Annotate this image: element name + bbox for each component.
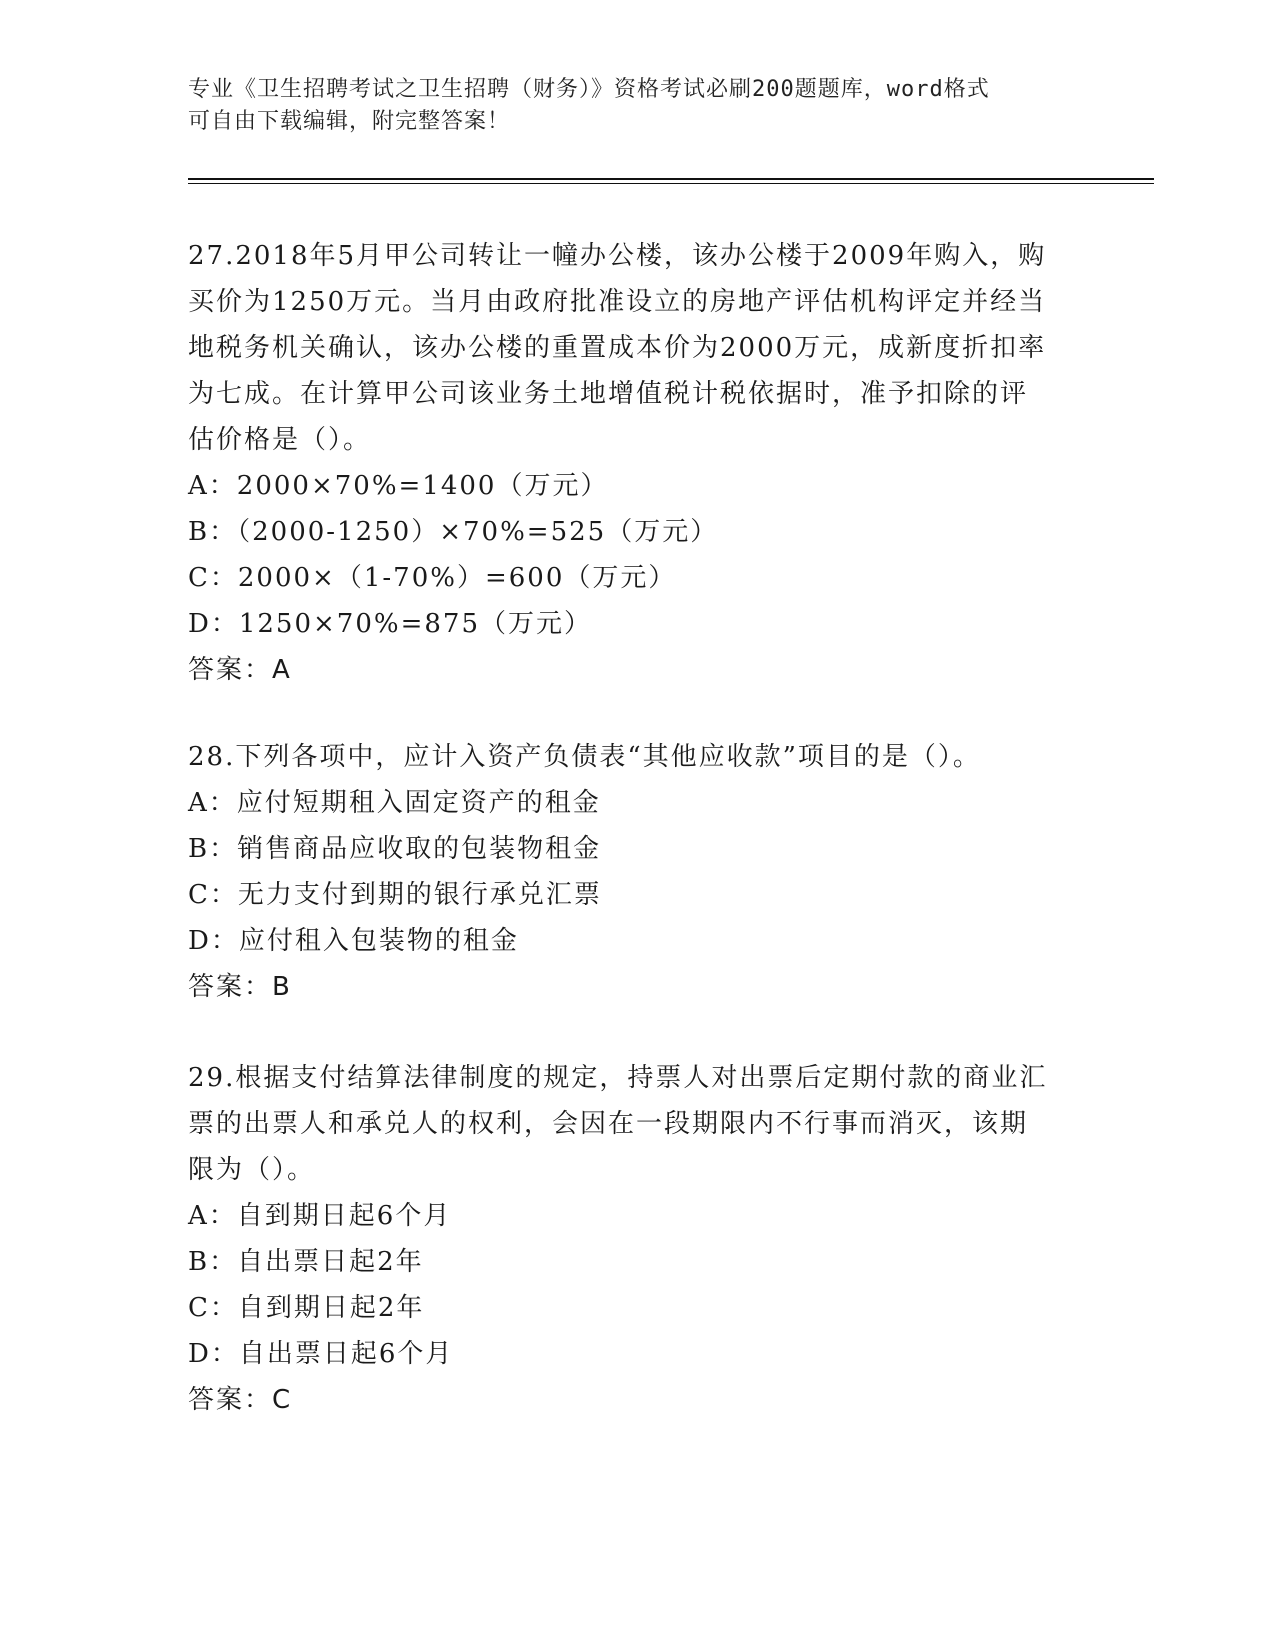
stem-line: 买价为1250万元。当月由政府批准设立的房地产评估机构评定并经当 (188, 287, 1047, 317)
option-d: D：自出票日起6个月 (188, 1339, 454, 1369)
header-divider-thick (188, 178, 1154, 180)
option-a: A：2000×70%=1400（万元） (188, 471, 609, 501)
option-b: B：（2000-1250）×70%=525（万元） (188, 517, 719, 547)
option-d: D：应付租入包装物的租金 (188, 926, 519, 956)
stem-line: 27.2018年5月甲公司转让一幢办公楼，该办公楼于2009年购入，购 (188, 241, 1047, 271)
header-divider-thin (188, 183, 1154, 184)
option-c: C：无力支付到期的银行承兑汇票 (188, 880, 602, 910)
stem-line: 地税务机关确认，该办公楼的重置成本价为2000万元，成新度折扣率 (188, 333, 1047, 363)
header-line-1: 专业《卫生招聘考试之卫生招聘（财务）》资格考试必刷200题题库，word格式 (188, 77, 990, 102)
stem-line: 限为（）。 (188, 1155, 316, 1185)
answer-line: 答案：A (188, 655, 292, 685)
question-stem (188, 233, 1088, 463)
document-header (188, 74, 1068, 138)
header-line-2: 可自由下载编辑，附完整答案！ (188, 109, 511, 134)
answer-line: 答案：C (188, 1385, 293, 1415)
option-a: A：自到期日起6个月 (188, 1201, 452, 1231)
question-29 (188, 1055, 1088, 1423)
answer-line: 答案：B (188, 972, 292, 1002)
option-b: B：销售商品应收取的包装物租金 (188, 834, 602, 864)
option-d: D：1250×70%=875（万元） (188, 609, 592, 639)
stem-line: 29.根据支付结算法律制度的规定，持票人对出票后定期付款的商业汇 (188, 1063, 1048, 1093)
stem-line: 票的出票人和承兑人的权利，会因在一段期限内不行事而消灭，该期 (188, 1109, 1029, 1139)
question-stem (188, 1055, 1088, 1193)
question-stem (188, 734, 1088, 780)
question-28 (188, 734, 1088, 1010)
option-c: C：自到期日起2年 (188, 1293, 425, 1323)
stem-line: 为七成。在计算甲公司该业务土地增值税计税依据时，准予扣除的评 (188, 379, 1029, 409)
stem-line: 28.下列各项中，应计入资产负债表“其他应收款”项目的是（）。 (188, 742, 981, 772)
option-c: C：2000×（1-70%）=600（万元） (188, 563, 677, 593)
option-b: B：自出票日起2年 (188, 1247, 424, 1277)
option-a: A：应付短期租入固定资产的租金 (188, 788, 601, 818)
question-27 (188, 233, 1088, 693)
stem-line: 估价格是（）。 (188, 425, 372, 455)
